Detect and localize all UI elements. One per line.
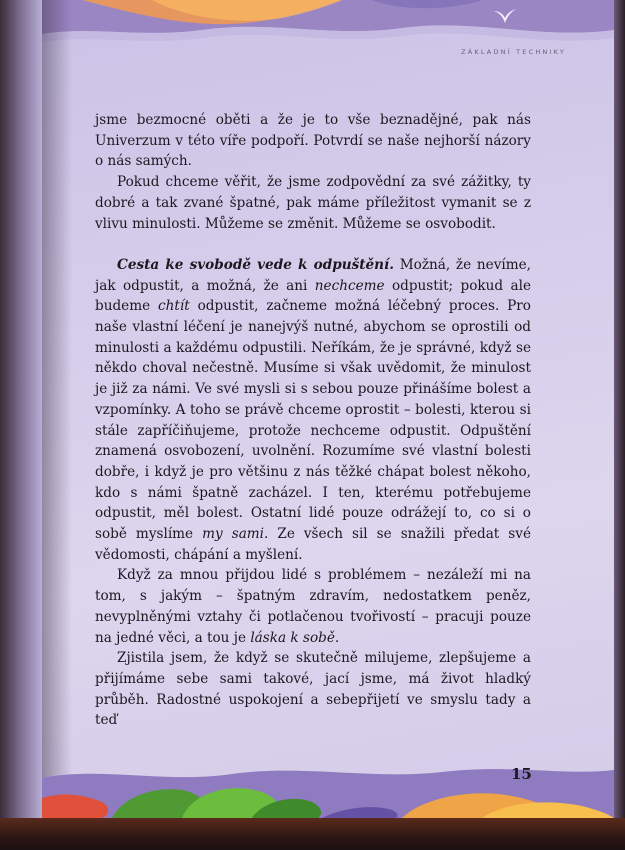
paragraph: Zjistila jsem, že když se skutečně milujeme, zlepšujeme a přijímáme sebe sami takové, jací jsme, má život hladký průběh. Radostné uspokojení a sebepřijetí ve smyslu tady a teď <box>95 650 531 729</box>
running-header: ZÁKLADNÍ TECHNIKY <box>461 48 566 56</box>
text-run: Možná, že nevíme, jak odpustit, a možná, že ani <box>95 256 531 294</box>
top-painted-border <box>42 0 614 70</box>
text-run: . Ze všech sil se snažili předat své vědomosti, chápání a myšlení. <box>95 526 531 563</box>
paragraph <box>95 255 531 566</box>
bird-icon <box>492 5 518 31</box>
emphasis: chtít <box>158 298 190 315</box>
emphasis: láska k sobě <box>250 629 335 646</box>
emphasis: my sami <box>202 526 265 543</box>
page-number: 15 <box>511 765 532 783</box>
text-run: Když za mnou přijdou lidé s problémem – nezáleží mi na tom, s jakým – špatným zdravím, nedostatkem peněz, nevyplněnými vztahy či potlačenou tvořivostí – pracuji pouze na jedné věci, a tou je <box>95 567 531 646</box>
book-bottom-edge <box>0 818 625 850</box>
section-lead: Cesta ke svobodě vede k odpuštění. <box>117 256 394 273</box>
emphasis: nechceme <box>314 277 385 294</box>
page-right-edge <box>614 0 625 818</box>
body-text <box>95 110 531 731</box>
page-gutter-shadow <box>42 0 72 818</box>
text-run: odpustit, začneme možná léčebný proces. Pro naše vlastní léčení je nanejvýš nutné, abychom se oprostili od minulosti a každému odpustili. Neříkám, že je správné, když se někdo choval nečestně. Musíme si však uvědomit, že minulost je již za námi. Ve své mysli si s sebou pouze přinášíme bolest a vzpomínky. A toho se právě chceme oprostit – bolesti, kterou si stále zapříčiňujeme, protože nechceme odpustit. Odpuštění znamená osvobození, uvolnění. Rozumíme své vlastní bolesti dobře, i když je pro většinu z nás těžké chápat bolest někoho, kdo s námi špatně zacházel. I ten, kterému potřebujeme odpustit, měl bolest. Ostatní lidé pouze odrážejí to, co si o sobě myslíme <box>95 298 531 543</box>
paragraph: Pokud chceme věřit, že jsme zodpovědní za své zážitky, ty dobré a tak zvané špatné, pak máme příležitost vymanit se z vlivu minulosti. Můžeme se změnit. Můžeme se osvobodit. <box>95 174 531 232</box>
text-run: . <box>334 629 340 646</box>
paragraph: jsme bezmocné oběti a že je to vše beznadějné, pak nás Univerzum v této víře podpoří. Potvrdí se naše nejhorší názory o nás samých. <box>95 112 531 170</box>
paragraph <box>95 565 531 648</box>
text-run: odpustit; pokud ale budeme <box>95 277 531 315</box>
